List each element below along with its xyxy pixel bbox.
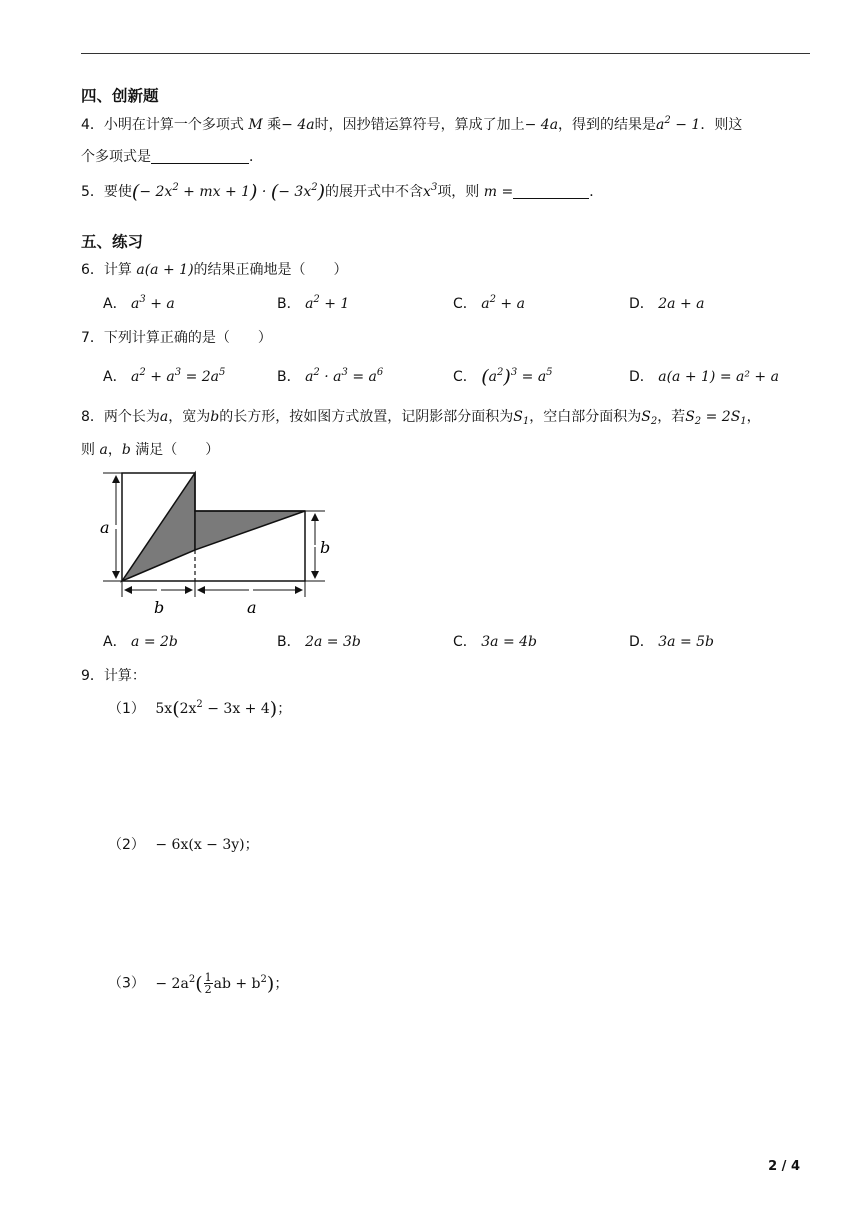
shaded-region-right [195,511,305,550]
question-6: 6．计算 a(a + 1)的结果正确地是（ ） [81,262,348,278]
q6-option-b[interactable]: B． $a^2 + 1$ [277,294,350,312]
q8-option-d[interactable]: D． 3a = 5b [629,634,714,650]
q9-part-2: （2） − 6x(x − 3y)； [108,837,259,853]
answer-blank-q5[interactable] [513,184,589,199]
section-title-practice: 五、练习 [81,233,144,251]
q5-term: $x^3$ [423,182,438,200]
q8-s2: $S_2$ [641,409,658,427]
section-title-innovation: 四、创新题 [81,87,159,105]
q5-expr: (− $2x^2$ + mx + 1) · (− $3x^2$) [131,181,326,203]
q6-option-d[interactable]: D． 2a + a [629,296,705,312]
question-8: 8．两个长为a，宽为b的长方形，按如图方式放置，记阴影部分面积为$S_1$，空白部分面积为$S_2$，若$S_2 = 2S_1$， [81,409,761,427]
q7-option-c[interactable]: C． $(a^2)^3 = a^5$ [453,366,553,388]
question-5: 5．要使(− $2x^2$ + mx + 1) · (− $3x^2$)的展开式中不含$x^3$项，则 m = ． [81,181,604,203]
q6-option-a[interactable]: A． $a^3 + a$ [103,294,175,312]
label-b-right: b [320,538,331,557]
q8-figure [95,465,335,620]
q8-option-a[interactable]: A． a = 2b [103,634,178,650]
q7-option-d[interactable]: D． a(a + 1) = a² + a [629,369,779,385]
question-7: 7．下列计算正确的是（ ） [81,330,272,346]
page-number: 2 / 4 [768,1159,800,1174]
label-a-left: a [100,518,110,537]
question-4: 4．小明在计算一个多项式 M 乘− 4a时，因抄错运算符号，算成了加上− 4a，得到的结果是$a^2 - 1$．则这 [81,115,743,133]
answer-blank-q4[interactable] [151,149,249,164]
shaded-region-left [122,473,195,581]
q8-condition: $S_2 = 2S_1$ [685,409,747,427]
q7-option-a[interactable]: A． $a^2 + a^3 = 2a^5$ [103,367,226,385]
q8-option-b[interactable]: B． 2a = 3b [277,634,361,650]
q9-part-3: $(3) - 2a^2$( $\frac{1}{2}$ ab + $b^2$)； [108,971,289,996]
q8-option-c[interactable]: C． 3a = 4b [453,634,537,650]
label-b-bottom: b [154,598,165,617]
q9-part-1: （1） $5x(2x^2 - 3x + 4)$； [108,698,292,720]
label-a-bottom: a [247,598,257,617]
q8-s1: $S_1$ [513,409,530,427]
question-9: 9．计算： [81,668,146,684]
question-4-cont: 个多项式是 ． [81,149,263,165]
question-8-cont: 则 a，b 满足（ ） [81,442,220,458]
q4-result: $a^2 - 1$ [656,115,701,133]
q7-option-b[interactable]: B． $a^2 \cdot a^3 = a^6$ [277,367,384,385]
header-rule [81,53,810,54]
q6-option-c[interactable]: C． $a^2 + a$ [453,294,525,312]
